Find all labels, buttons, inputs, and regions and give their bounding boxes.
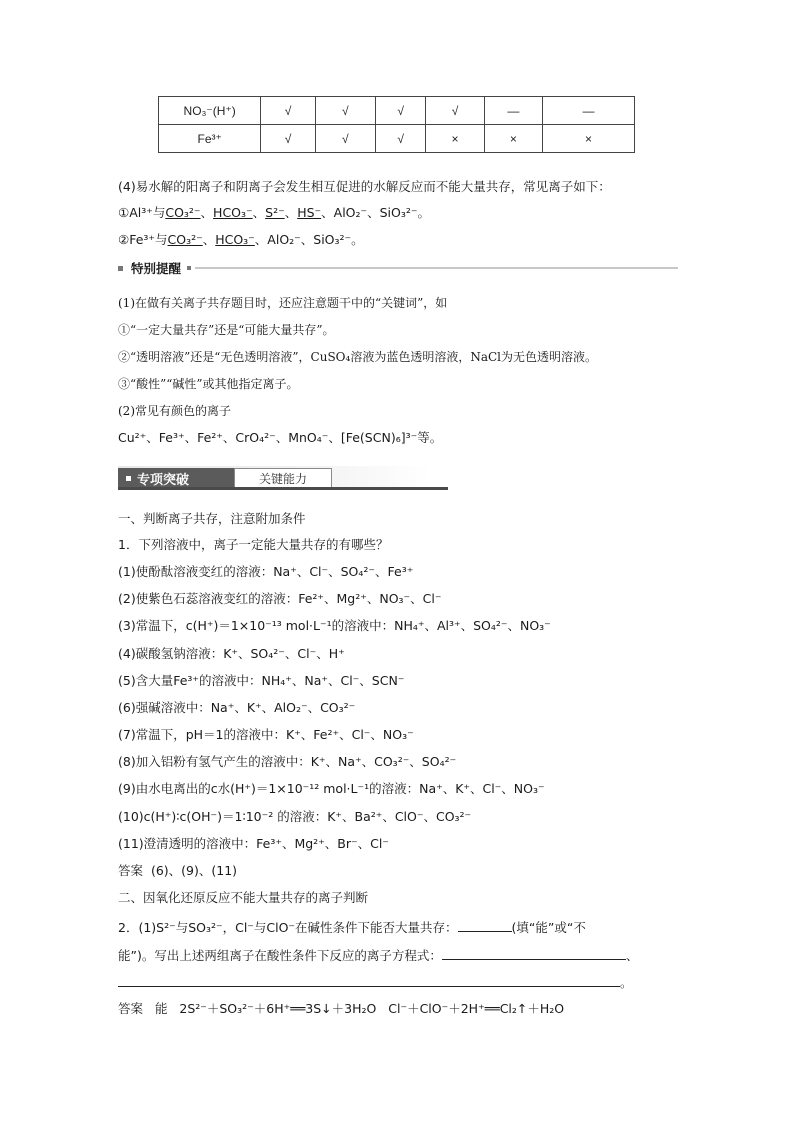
tip-line-1: (1)在做有关离子共存题目时，还应注意题干中的“关键词”，如 [118, 296, 448, 310]
al-prefix: ①Al³⁺与 [118, 205, 166, 220]
sep: 、 [202, 232, 216, 247]
q1-item-4: (4)碳酸氢钠溶液：K⁺、SO₄²⁻、Cl⁻、H⁺ [118, 646, 345, 661]
question-1: 1．下列溶液中，离子一定能大量共存的有哪些？ [118, 537, 389, 552]
table-row [159, 97, 635, 125]
tip-line-6: Cu²⁺、Fe³⁺、Fe²⁺、CrO₄²⁻、MnO₄⁻、[Fe(SCN)₆]³⁻等。 [118, 430, 443, 445]
q1-item-9: (9)由水电离出的c水(H⁺)＝1×10⁻¹² mol·L⁻¹的溶液：Na⁺、K⁺、Cl⁻、NO₃⁻ [118, 781, 545, 796]
tip-line-4: ③“酸性”“碱性”或其他指定离子。 [118, 377, 299, 391]
section-banner [118, 466, 430, 490]
answer-blank[interactable] [442, 945, 626, 960]
table-row [159, 125, 635, 153]
answer-blank[interactable] [458, 917, 512, 932]
special-reminder-header [118, 258, 678, 278]
mark-cell: √ [375, 125, 425, 153]
banner-title: 专项突破 [137, 472, 190, 488]
mark-cell: √ [315, 97, 375, 125]
q1-item-6: (6)强碱溶液中：Na⁺、K⁺、AlO₂⁻、CO₃²⁻ [118, 700, 356, 715]
al-tail: 、AlO₂⁻、SiO₃²⁻。 [321, 205, 430, 220]
q1-item-7: (7)常温下，pH＝1的溶液中：K⁺、Fe²⁺、Cl⁻、NO₃⁻ [118, 727, 414, 742]
answer-blank[interactable] [118, 972, 620, 987]
q2-end: 。 [620, 975, 633, 990]
square-bullet-icon [187, 266, 191, 270]
q2-answer [118, 1000, 688, 1018]
mark-cell: × [543, 125, 635, 153]
hydrolysis-line-2 [118, 231, 688, 249]
ion-label-cell: NO₃⁻(H⁺) [159, 97, 261, 125]
fe-tail: 、AlO₂⁻、SiO₃²⁻。 [254, 232, 364, 247]
equation-1: 2S²⁻＋SO₃²⁻＋6H⁺══3S↓＋3H₂O [179, 1001, 377, 1016]
sep: 、 [200, 205, 214, 220]
ion-coexistence-table [158, 96, 635, 153]
section-1-heading: 一、判断离子共存，注意附加条件 [118, 511, 306, 526]
mark-cell: × [426, 125, 484, 153]
mark-cell: √ [315, 125, 375, 153]
q1-item-8: (8)加入铝粉有氢气产生的溶液中：K⁺、Na⁺、CO₃²⁻、SO₄²⁻ [118, 754, 457, 769]
mark-cell: × [484, 125, 542, 153]
tip-line-3: ②“透明溶液”还是“无色透明溶液”，CuSO₄溶液为蓝色透明溶液，NaCl为无色透明溶液。 [118, 350, 597, 364]
question-2-line-1 [118, 917, 688, 937]
q1-item-1: (1)使酚酞溶液变红的溶液：Na⁺、Cl⁻、SO₄²⁻、Fe³⁺ [118, 564, 414, 579]
answer-label: 答案 [118, 1001, 144, 1016]
q1-answer [118, 862, 688, 880]
tip-line-5: (2)常见有颜色的离子 [118, 404, 231, 418]
ion-hs: HS⁻ [297, 205, 322, 220]
q2-text-a: 2．(1)S²⁻与SO₃²⁻，Cl⁻与ClO⁻在碱性条件下能否大量共存： [118, 920, 458, 935]
mark-cell: √ [261, 97, 315, 125]
mark-cell: — [543, 97, 635, 125]
q2-text-d: 、 [625, 948, 639, 963]
special-reminder-title: 特别提醒 [131, 261, 182, 276]
answer-word: 能 [154, 1001, 168, 1016]
q1-item-10: (10)c(H⁺)∶c(OH⁻)＝1∶10⁻² 的溶液：K⁺、Ba²⁺、ClO⁻、CO₃²⁻ [118, 809, 472, 824]
answer-label: 答案 [118, 863, 144, 878]
banner-title-box [118, 468, 234, 488]
fe-prefix: ②Fe³⁺与 [118, 232, 168, 247]
answer-value: (6)、(9)、(11) [150, 863, 238, 878]
hydrolysis-intro: (4)易水解的阳离子和阴离子会发生相互促进的水解反应而不能大量共存，常见离子如下： [118, 179, 611, 194]
q1-item-2: (2)使紫色石蕊溶液变红的溶液：Fe²⁺、Mg²⁺、NO₃⁻、Cl⁻ [118, 591, 442, 606]
square-bullet-icon [118, 266, 123, 271]
q1-item-11: (11)澄清透明的溶液中：Fe³⁺、Mg²⁺、Br⁻、Cl⁻ [118, 836, 389, 851]
q1-item-5: (5)含大量Fe³⁺的溶液中：NH₄⁺、Na⁺、Cl⁻、SCN⁻ [118, 673, 405, 688]
banner-underline [118, 487, 448, 490]
ion-co3: CO₃²⁻ [167, 232, 203, 247]
banner-subtitle-box [234, 468, 332, 488]
hydrolysis-line-1 [118, 204, 688, 222]
ion-hco3: HCO₃⁻ [215, 232, 255, 247]
divider [195, 267, 678, 269]
ion-hco3: HCO₃⁻ [213, 205, 253, 220]
sep: 、 [284, 205, 298, 220]
q2-text-c: 能”)。写出上述两组离子在酸性条件下反应的离子方程式： [118, 948, 442, 963]
equation-2: Cl⁻＋ClO⁻＋2H⁺══Cl₂↑＋H₂O [388, 1001, 565, 1016]
tip-line-2: ①“一定大量共存”还是“可能大量共存”。 [118, 323, 335, 337]
q1-item-3: (3)常温下，c(H⁺)＝1×10⁻¹³ mol·L⁻¹的溶液中：NH₄⁺、Al³⁺、SO₄²⁻、NO₃⁻ [118, 618, 551, 633]
sep: 、 [252, 205, 266, 220]
banner-subtitle: 关键能力 [258, 471, 307, 486]
question-2-line-3 [118, 972, 688, 992]
mark-cell: √ [261, 125, 315, 153]
mark-cell: — [484, 97, 542, 125]
ion-co3: CO₃²⁻ [165, 205, 201, 220]
square-bullet-icon [126, 476, 131, 481]
ion-label-cell: Fe³⁺ [159, 125, 261, 153]
ion-s2: S²⁻ [265, 205, 285, 220]
mark-cell: √ [375, 97, 425, 125]
q2-text-b: (填“能”或“不 [511, 920, 586, 935]
section-2-heading: 二、因氧化还原反应不能大量共存的离子判断 [118, 890, 369, 905]
question-2-line-2 [118, 945, 688, 965]
mark-cell: √ [426, 97, 484, 125]
